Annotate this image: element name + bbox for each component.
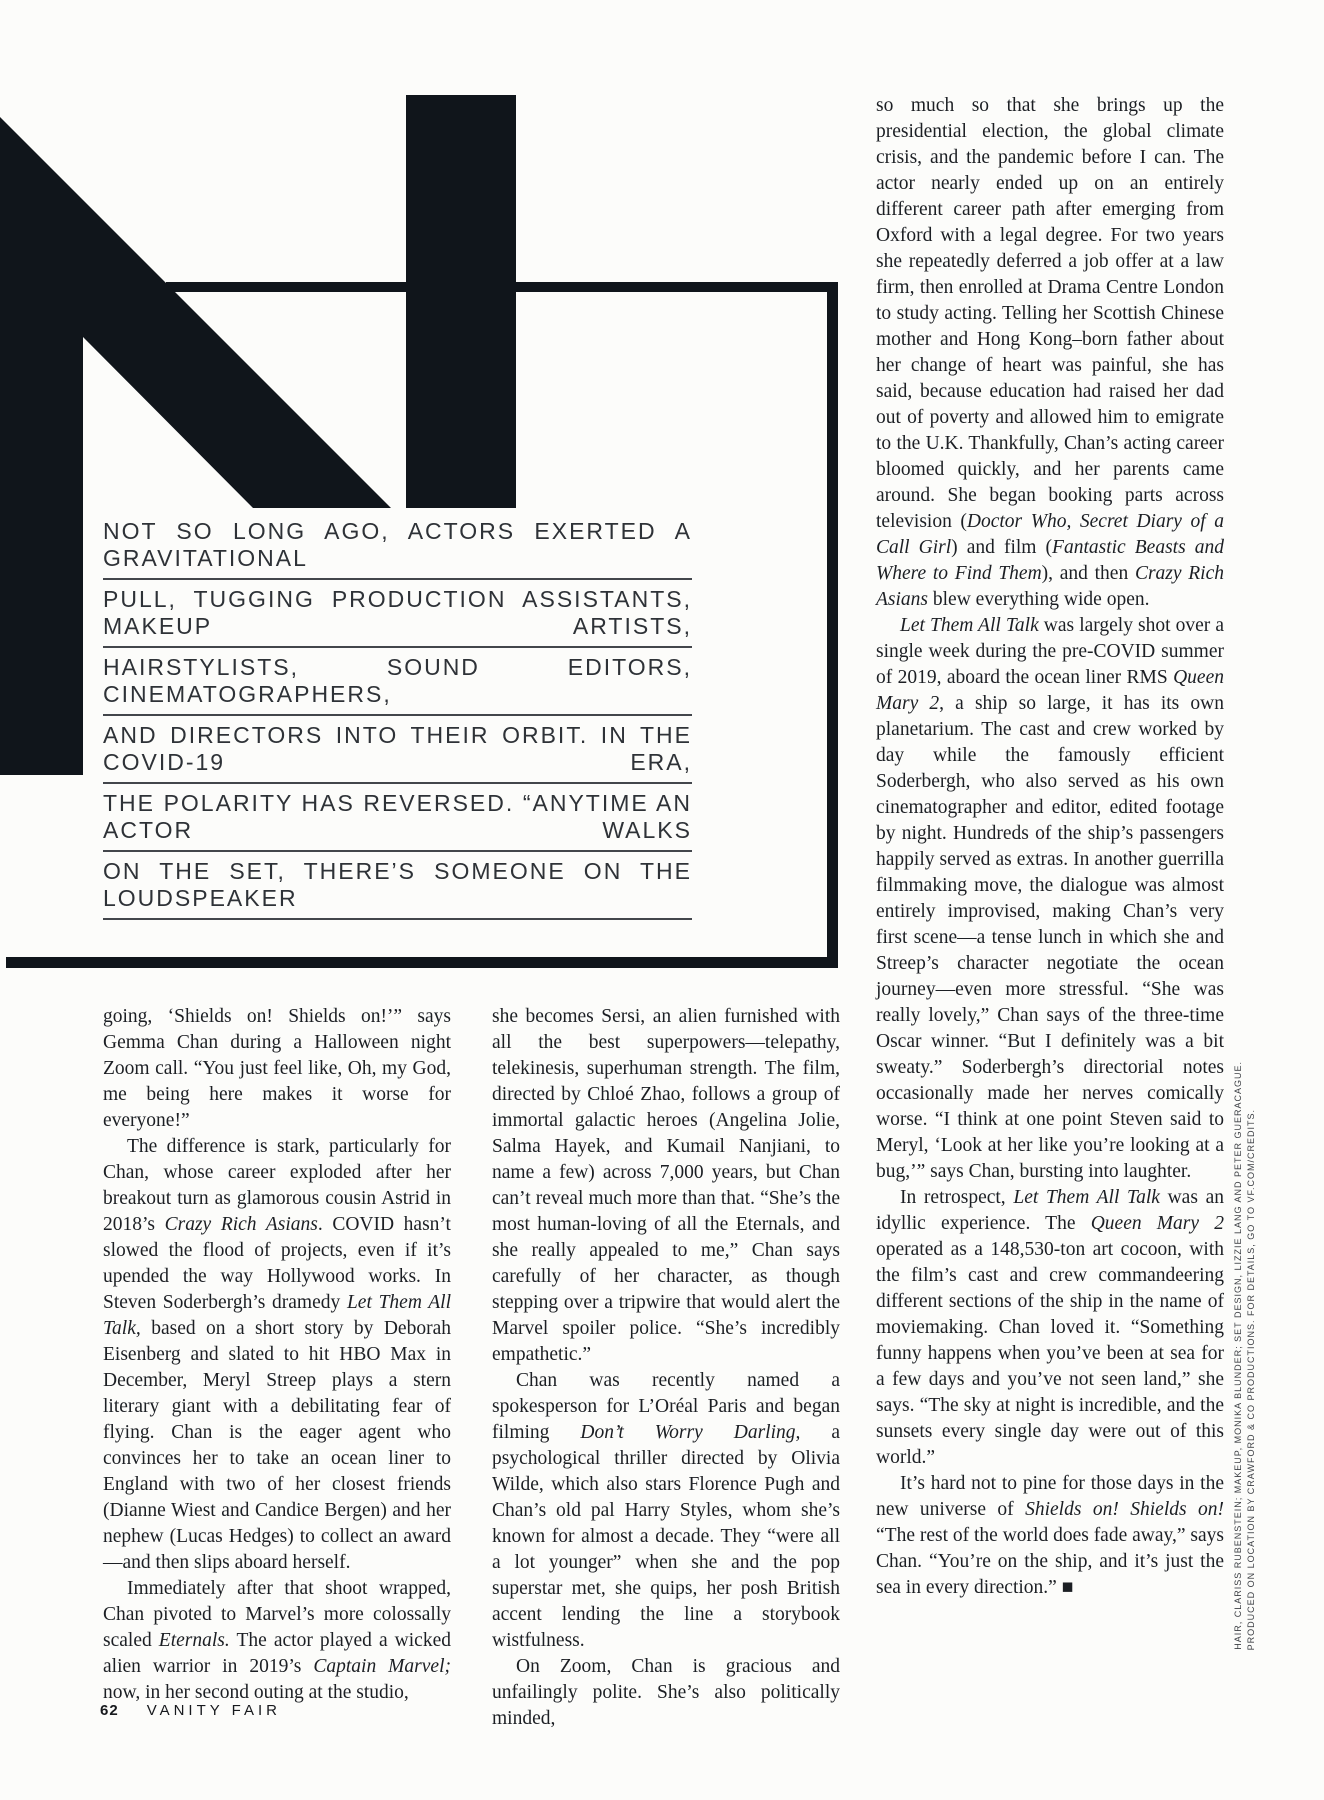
paragraph: The difference is stark, particularly for Chan, whose career exploded after her breakout turn as glamorous cousin Astrid in 2018’s Crazy Rich Asians. COVID hasn’t slowed the flood of projects, even if it’s upended the way Hollywood works. In Steven Soderbergh’s dramedy Let Them All Talk, based on a short story by Deborah Eisenberg and slated to hit HBO Max in December, Meryl Streep plays a stern literary giant with a debilitating fear of flying. Chan is the eager agent who convinces her to take an ocean liner to England with two of her closest friends (Dianne Wiest and Candice Bergen) and her nephew (Lucas Hedges) to collect an award—and then slips aboard herself. <box>103 1136 451 1573</box>
paragraph: Immediately after that shoot wrapped, Chan pivoted to Marvel’s more colossally scaled Eternals. The actor played a wicked alien warrior in 2019’s Captain Marvel; now, in her second outing at the studio, <box>103 1578 451 1703</box>
paragraph: In retrospect, Let Them All Talk was an idyllic experience. The Queen Mary 2 operated as a 148,530-ton art cocoon, with the film’s cast and crew commandeering different sections of the ship in the name of moviemaking. Chan loved it. “Something funny happens when you’ve been at sea for a few days and you’ve not seen land,” she says. “The sky at night is incredible, and the sunsets every single day were out of this world.” <box>876 1187 1225 1468</box>
pull-quote-line-text: HAIRSTYLISTS, SOUND EDITORS, CINEMATOGRAPHERS, <box>103 654 692 707</box>
pull-quote-line <box>103 716 692 784</box>
pull-quote-line-text: ON THE SET, THERE’S SOMEONE ON THE LOUDSPEAKER <box>103 858 692 911</box>
pull-quote-line <box>103 512 692 580</box>
frame-bottom-border <box>6 957 838 968</box>
page-footer <box>100 1702 281 1719</box>
paragraph: On Zoom, Chan is gracious and unfailingly polite. She’s also politically minded, <box>492 1656 840 1729</box>
pull-quote-line <box>103 852 692 920</box>
photo-credits <box>1233 1061 1263 1650</box>
pull-quote-line <box>103 580 692 648</box>
pull-quote-line-text: NOT SO LONG AGO, ACTORS EXERTED A GRAVITATIONAL <box>103 518 692 571</box>
pull-quote-line-text: THE POLARITY HAS REVERSED. “ANYTIME AN ACTOR WALKS <box>103 790 692 843</box>
pull-quote-line <box>103 648 692 716</box>
paragraph: It’s hard not to pine for those days in the new universe of Shields on! Shields on! “The rest of the world does fade away,” says Chan. “You’re on the ship, and it’s just the sea in every direction.” ■ <box>876 1473 1224 1598</box>
column-right <box>876 93 1224 1658</box>
pull-quote-line-text: AND DIRECTORS INTO THEIR ORBIT. IN THE COVID-19 ERA, <box>103 722 692 775</box>
page-number: 62 <box>100 1702 119 1719</box>
credits-line-2: PRODUCED ON LOCATION BY CRAWFORD & CO PRODUCTIONS. FOR DETAILS, GO TO VF.COM/CREDITS. <box>1246 1108 1256 1650</box>
paragraph: so much so that she brings up the presidential election, the global climate crisis, and the pandemic before I can. The actor nearly ended up on an entirely different career path after emerging from Oxford with a legal degree. For two years she repeatedly deferred a job offer at a law firm, then enrolled at Drama Centre London to study acting. Telling her Scottish Chinese mother and Hong Kong–born father about her change of heart was painful, she has said, because education had raised her dad out of poverty and allowed him to emigrate to the U.K. Thankfully, Chan’s acting career bloomed quickly, and her parents came around. She began booking parts across television (Doctor Who, Secret Diary of a Call Girl) and film (Fantastic Beasts and Where to Find Them), and then Crazy Rich Asians blew everything wide open. <box>876 95 1224 610</box>
column-middle <box>492 1004 841 1729</box>
magazine-title: VANITY FAIR <box>146 1702 281 1719</box>
paragraph: she becomes Sersi, an alien furnished with all the best superpowers—telepathy, telekinesis, superhuman strength. The film, directed by Chloé Zhao, follows a group of immortal galactic heroes (Angelina Jolie, Salma Hayek, and Kumail Nanjiani, to name a few) across 7,000 years, but Chan can’t reveal much more than that. “She’s the most human-loving of all the Eternals, and she really appealed to me,” Chan says carefully of her character, as though stepping over a tripwire that would alert the Marvel spoiler police. “She’s incredibly empathetic.” <box>492 1006 840 1365</box>
frame-right-border <box>827 282 838 968</box>
pull-quote <box>103 512 692 920</box>
pull-quote-line-text: PULL, TUGGING PRODUCTION ASSISTANTS, MAKEUP ARTISTS, <box>103 586 692 639</box>
pull-quote-line <box>103 784 692 852</box>
paragraph: going, ‘Shields on! Shields on!’” says Gemma Chan during a Halloween night Zoom call. “You just feel like, Oh, my God, me being here makes it worse for everyone!” <box>103 1006 451 1131</box>
credits-line-1: HAIR, CLARISS RUBENSTEIN; MAKEUP, MONIKA BLUNDER; SET DESIGN, LIZZIE LANG AND PETER GUERACAGUE. <box>1233 1061 1243 1650</box>
column-left <box>103 1004 451 1703</box>
paragraph: Chan was recently named a spokesperson for L’Oréal Paris and began filming Don’t Worry Darling, a psychological thriller directed by Olivia Wilde, which also stars Florence Pugh and Chan’s old pal Harry Styles, whom she’s known for almost a decade. They “were all a lot younger” when she and the pop superstar met, she quips, her posh British accent lending the line a storybook wistfulness. <box>492 1370 841 1651</box>
paragraph: Let Them All Talk was largely shot over a single week during the pre-COVID summer of 2019, aboard the ocean liner RMS Queen Mary 2, a ship so large, it has its own planetarium. The cast and crew worked by day while the famously efficient Soderbergh, who also served as his own cinematographer and editor, edited footage by night. Hundreds of the ship’s passengers happily served as extras. In another guerrilla filmmaking move, the dialogue was almost entirely improvised, making Chan’s very first scene—a tense lunch in which she and Streep’s character negotiate the ocean journey—even more stressful. “She was really lovely,” Chan says of the three-time Oscar winner. “But I definitely was a bit sweaty.” Soderbergh’s directorial notes occasionally made her nerves comically worse. “I think at one point Steven said to Meryl, ‘Look at her like you’re looking at a bug,’” says Chan, bursting into laughter. <box>876 615 1224 1182</box>
